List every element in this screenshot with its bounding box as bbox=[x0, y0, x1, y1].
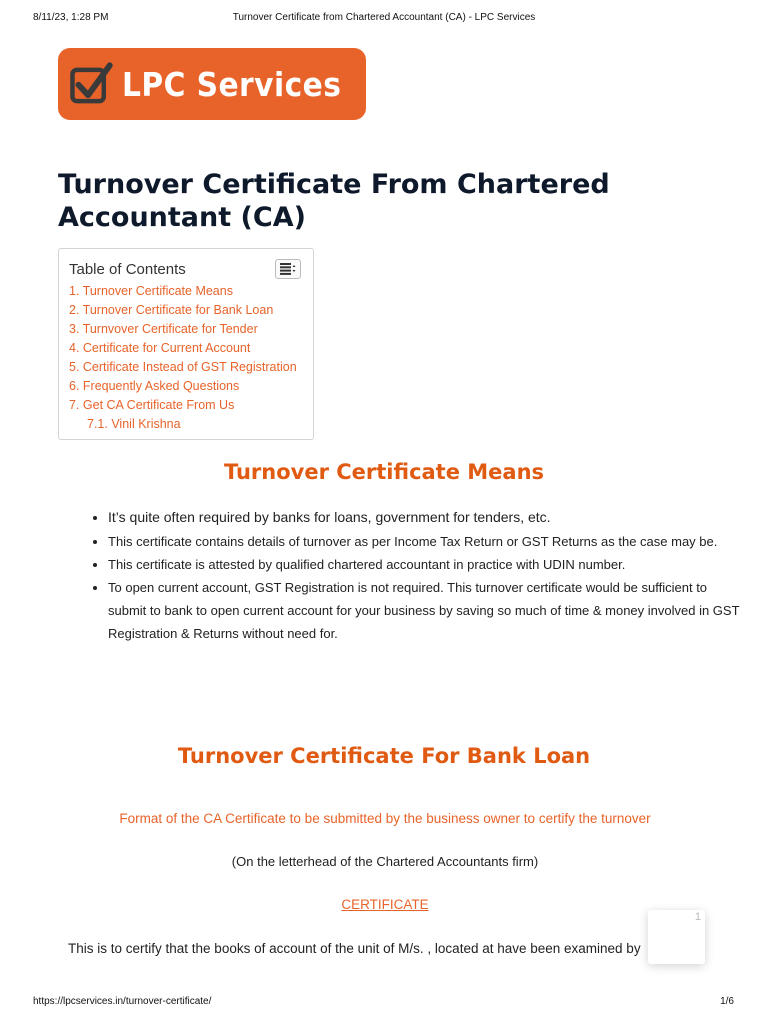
toc-item-gst[interactable]: 5. Certificate Instead of GST Registration bbox=[69, 360, 297, 374]
list-item: • It’s quite often required by banks for loans, government for tenders, etc. bbox=[108, 506, 748, 529]
page-number: 1/6 bbox=[720, 996, 734, 1007]
certificate-label: CERTIFICATE bbox=[341, 897, 429, 912]
page-title: Turnover Certificate From Chartered Accountant (CA) bbox=[58, 169, 610, 233]
list-item: • To open current account, GST Registration is not required. This turnover certificate would be sufficient to submit to bank to open current account for your business by saving so much of time & money involved in GST Registration & Returns without need for. bbox=[108, 576, 748, 645]
print-doc-title: Turnover Certificate from Chartered Accountant (CA) - LPC Services bbox=[232, 12, 536, 23]
print-url: https://lpcservices.in/turnover-certificate/ bbox=[33, 996, 212, 1007]
toc-heading: Table of Contents bbox=[69, 261, 186, 278]
site-logo[interactable] bbox=[58, 48, 366, 120]
toc-item-current-account[interactable]: 4. Certificate for Current Account bbox=[69, 341, 251, 355]
certify-text: This is to certify that the books of account of the unit of M/s. , located at have been examined by bbox=[68, 941, 641, 956]
toc-list bbox=[69, 282, 297, 434]
widget-count: 1 bbox=[694, 911, 701, 923]
floating-widget[interactable] bbox=[648, 910, 705, 964]
print-datetime: 8/11/23, 1:28 PM bbox=[33, 12, 109, 23]
list-item: • This certificate is attested by qualified chartered accountant in practice with UDIN number. bbox=[108, 553, 748, 576]
toc-item-means[interactable]: 1. Turnover Certificate Means bbox=[69, 284, 233, 298]
section-heading-bank-loan: Turnover Certificate For Bank Loan bbox=[177, 744, 591, 768]
logo-text: LPC Services bbox=[122, 64, 342, 104]
list-toggle-icon[interactable] bbox=[275, 259, 301, 279]
toc-item-bank-loan[interactable]: 2. Turnover Certificate for Bank Loan bbox=[69, 303, 274, 317]
checkbox-check-icon bbox=[68, 53, 114, 115]
list-item: • This certificate contains details of turnover as per Income Tax Return or GST Returns as the case may be. bbox=[108, 530, 748, 553]
means-bullet-list bbox=[86, 506, 748, 645]
toc-item-get-certificate[interactable]: 7. Get CA Certificate From Us bbox=[69, 398, 235, 412]
toc-item-faq[interactable]: 6. Frequently Asked Questions bbox=[69, 379, 240, 393]
section-heading-means: Turnover Certificate Means bbox=[223, 460, 545, 484]
table-of-contents bbox=[58, 248, 314, 440]
letterhead-note: (On the letterhead of the Chartered Accountants firm) bbox=[231, 854, 539, 869]
toc-subitem-vinil-krishna[interactable]: 7.1. Vinil Krishna bbox=[87, 417, 181, 431]
toc-item-tender[interactable]: 3. Turnvover Certificate for Tender bbox=[69, 322, 258, 336]
format-description: Format of the CA Certificate to be submitted by the business owner to certify the turnover bbox=[119, 811, 651, 826]
